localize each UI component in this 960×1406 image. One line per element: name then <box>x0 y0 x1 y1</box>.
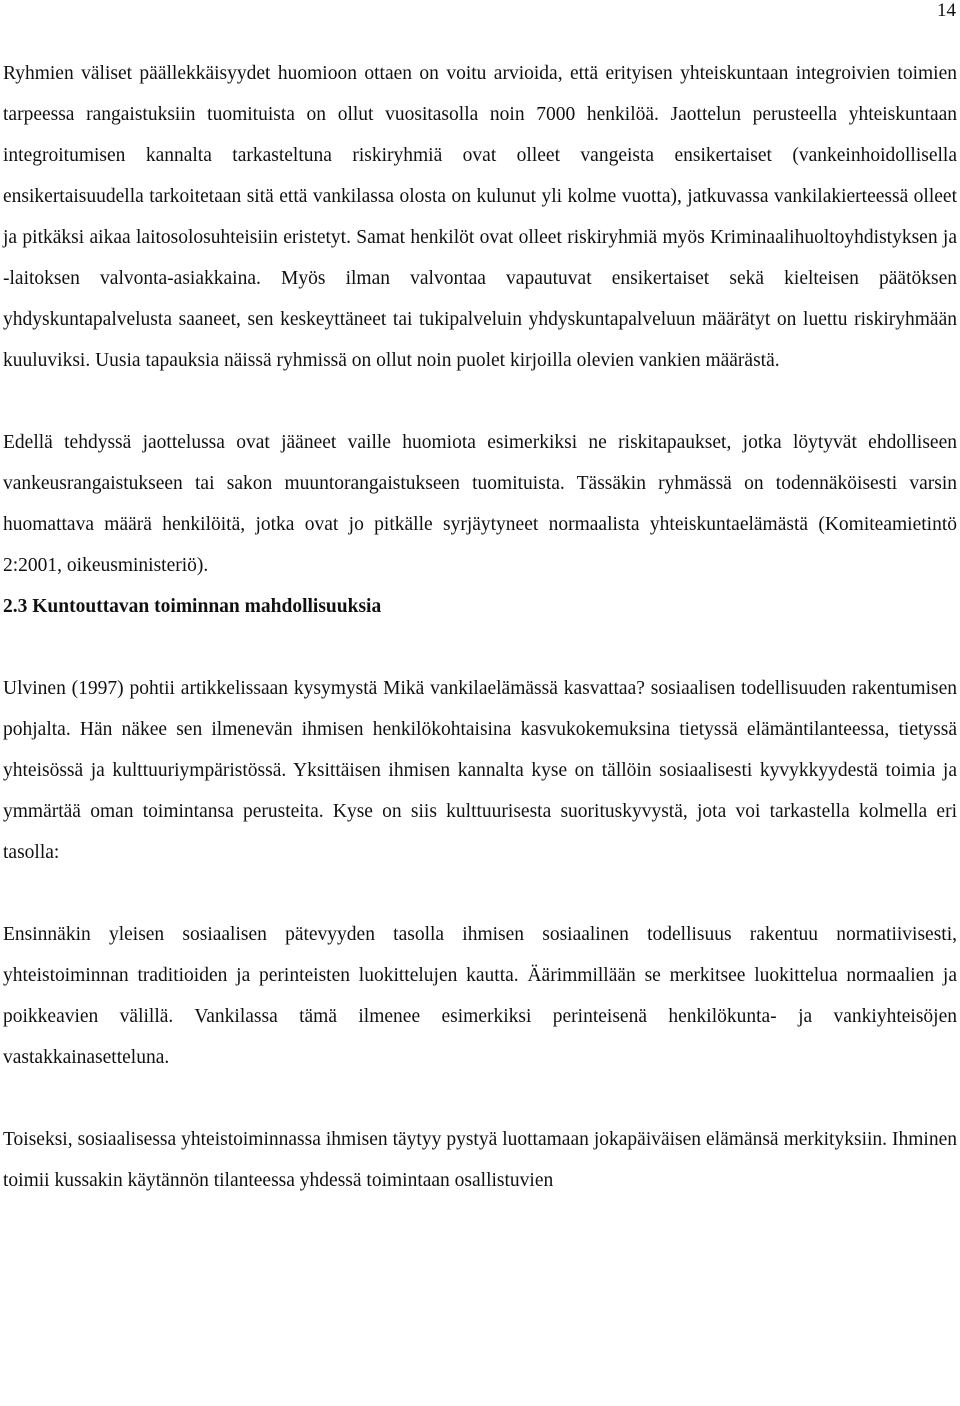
section-title: Kuntouttavan toiminnan mahdollisuuksia <box>32 596 382 617</box>
paragraph-first-level: Ensinnäkin yleisen sosiaalisen pätevyyden tasolla ihmisen sosiaalinen todellisuus rakentuu normatiivisesti, yhteistoiminnan traditioiden ja perinteisten luokittelujen kautta. Äärimmillään se merkitsee luokittelua normaalien ja poikkeavien välillä. Vankilassa tämä ilmenee esimerkiksi perinteisenä henkilökunta- ja vankiyhteisöjen vastakkainasetteluna. <box>3 924 957 1068</box>
paragraph-overlooked-cases: Edellä tehdyssä jaottelussa ovat jääneet vaille huomiota esimerkiksi ne riskitapaukset, jotka löytyvät ehdolliseen vankeusrangaistukseen tai sakon muuntorangaistukseen tuomituista. Tässäkin ryhmässä on todennäköisesti varsin huomattava määrä henkilöitä, jotka ovat jo pitkälle syrjäytyneet normaalista yhteiskuntaelämästä (Komiteamietintö 2:2001, oikeusministeriö). <box>3 432 957 576</box>
page-number: 14 <box>937 0 956 21</box>
paragraph-second-level: Toiseksi, sosiaalisessa yhteistoiminnassa ihmisen täytyy pystyä luottamaan jokapäiväisen elämänsä merkityksiin. Ihminen toimii kussakin käytännön tilanteessa yhdessä toimintaan osallistuvien <box>3 1129 957 1191</box>
paragraph-ulvinen: Ulvinen (1997) pohtii artikkelissaan kysymystä Mikä vankilaelämässä kasvattaa? sosiaalisen todellisuuden rakentumisen pohjalta. Hän näkee sen ilmenevän ihmisen henkilökohtaisina kasvukokemuksina tietyssä elämäntilanteessa, tietyssä yhteisössä ja kulttuuriympäristössä. Yksittäisen ihmisen kannalta kyse on tällöin sosiaalisesti kyvykkyydestä toimia ja ymmärtää oman toimintansa perusteita. Kyse on siis kulttuurisesta suorituskyvystä, jota voi tarkastella kolmella eri tasolla: <box>3 678 957 863</box>
section-number: 2.3 <box>3 596 28 617</box>
section-heading <box>3 586 957 627</box>
document-body <box>3 53 957 1201</box>
paragraph-risk-groups: Ryhmien väliset päällekkäisyydet huomioon ottaen on voitu arvioida, että erityisen yhteiskuntaan integroivien toimien tarpeessa rangaistuksiin tuomituista on ollut vuositasolla noin 7000 henkilöä. Jaottelun perusteella yhteiskuntaan integroitumisen kannalta tarkasteltuna riskiryhmiä ovat olleet vangeista ensikertaiset (vankeinhoidollisella ensikertaisuudella tarkoitetaan sitä että vankilassa olosta on kulunut yli kolme vuotta), jatkuvassa vankilakierteessä olleet ja pitkäksi aikaa laitosolosuhteisiin eristetyt. Samat henkilöt ovat olleet riskiryhmiä myös Kriminaalihuoltoyhdistyksen ja -laitoksen valvonta-asiakkaina. Myös ilman valvontaa vapautuvat ensikertaiset sekä kielteisen päätöksen yhdyskuntapalvelusta saaneet, sen keskeyttäneet tai tukipalveluin yhdyskuntapalveluun määrätyt on luettu riskiryhmään kuuluviksi. Uusia tapauksia näissä ryhmissä on ollut noin puolet kirjoilla olevien vankien määrästä. <box>3 63 957 371</box>
